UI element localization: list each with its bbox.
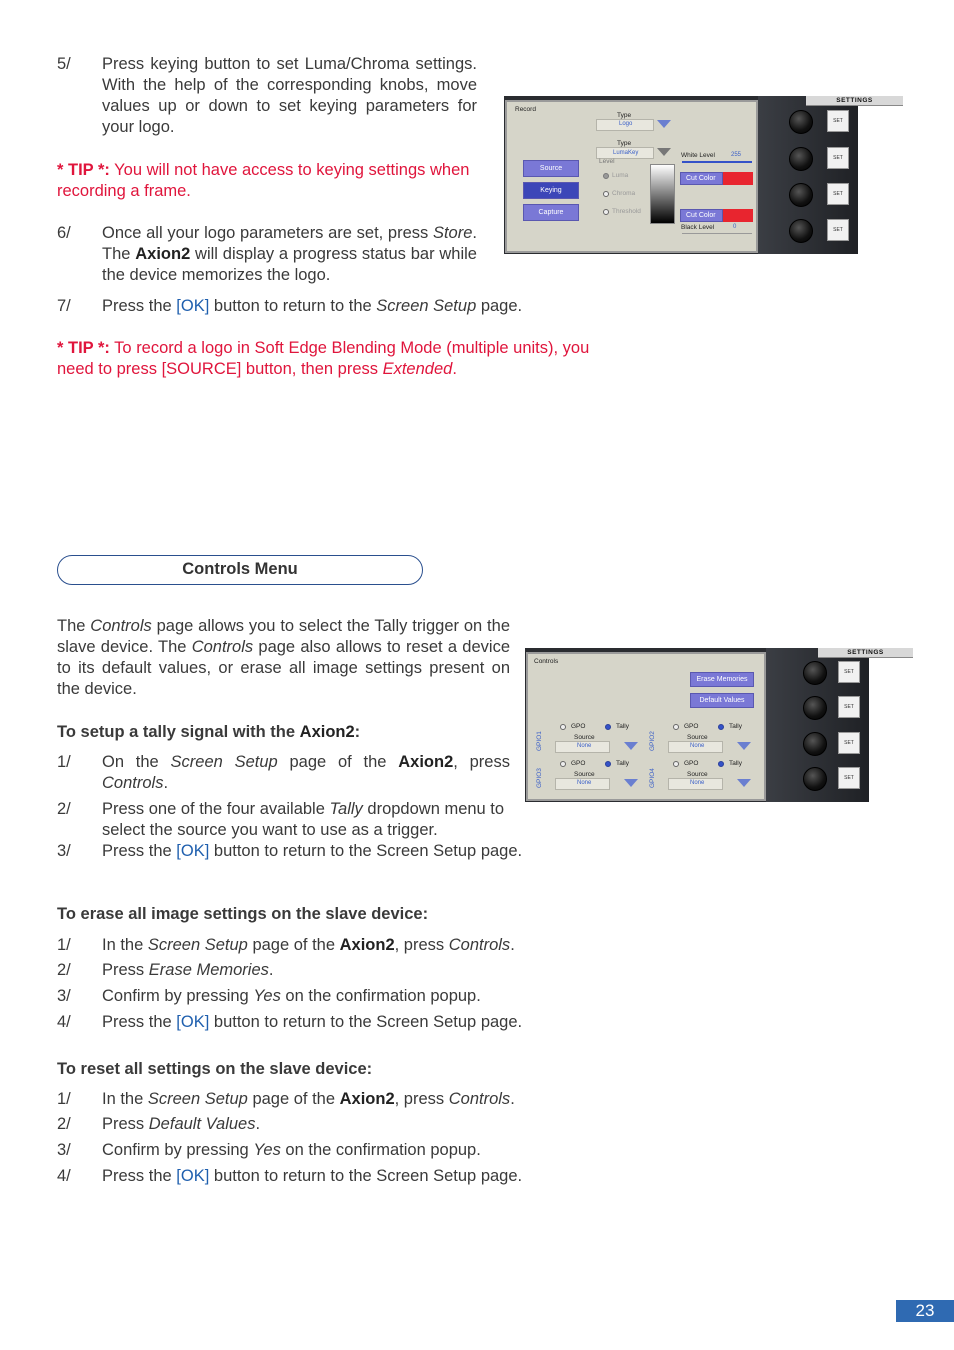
type-label: Type xyxy=(617,140,632,147)
gpio3-label: GPIO3 xyxy=(536,768,543,788)
axion2-term: Axion2 xyxy=(299,723,355,741)
cut-color-button[interactable]: Cut Color xyxy=(680,209,723,222)
set-button-4[interactable]: SET xyxy=(838,767,860,789)
set-button-4[interactable]: SET xyxy=(827,219,849,241)
axion2-term: Axion2 xyxy=(398,753,454,771)
source-label: Source xyxy=(574,734,595,741)
step-number: 2/ xyxy=(57,961,71,979)
step-number: 6/ xyxy=(57,224,71,242)
gpo-label: GPO xyxy=(571,723,586,730)
controls-term: Controls xyxy=(448,1090,511,1108)
black-level-label: Black Level xyxy=(681,224,715,231)
gpio4-label: GPIO4 xyxy=(649,768,656,788)
step-text: Press keying button to set Luma/Chroma settings. With the help of the corresponding knobs, move values up or down to set keying parameters for your logo. xyxy=(102,55,477,136)
type-label: Type xyxy=(617,112,632,119)
tally-heading xyxy=(57,722,360,743)
axion2-term: Axion2 xyxy=(339,936,395,954)
text-run: . xyxy=(268,961,274,979)
text-run: : xyxy=(354,723,361,741)
text-run: Press the xyxy=(102,842,177,860)
gpo-label: GPO xyxy=(571,760,586,767)
set-button-1[interactable]: SET xyxy=(827,110,849,132)
text-run: button to return to the Screen Setup page. xyxy=(209,1013,523,1031)
step-number: 7/ xyxy=(57,297,71,315)
text-run: . xyxy=(510,1090,515,1108)
gpio2-gpo-radio[interactable] xyxy=(673,724,679,730)
step-number: 2/ xyxy=(57,1115,71,1133)
ok-button-ref: [OK] xyxy=(176,1013,210,1031)
dropdown-arrow-icon[interactable] xyxy=(737,742,751,750)
radio-chroma[interactable] xyxy=(603,191,609,197)
tally-step-1 xyxy=(102,752,510,794)
black-level-slider[interactable] xyxy=(682,233,752,234)
gpio3-tally-radio[interactable] xyxy=(605,761,611,767)
default-values-term: Default Values xyxy=(148,1115,256,1133)
capture-button[interactable]: Capture xyxy=(523,204,579,221)
gpio1-tally-radio[interactable] xyxy=(605,724,611,730)
text-run: In the xyxy=(102,1090,148,1108)
step-number: 5/ xyxy=(57,55,71,73)
default-values-button[interactable]: Default Values xyxy=(690,693,754,708)
keying-button[interactable]: Keying xyxy=(523,182,579,199)
text-run: On the xyxy=(102,753,171,771)
source-value: None xyxy=(690,743,705,749)
luma-gradient-preview xyxy=(650,164,675,224)
gpio1-label: GPIO1 xyxy=(536,731,543,751)
reset-step-3 xyxy=(102,1140,572,1161)
controls-intro xyxy=(57,616,510,700)
settings-tab: SETTINGS xyxy=(806,96,903,106)
reset-step-2 xyxy=(102,1114,572,1135)
screen-setup-term: Screen Setup xyxy=(147,936,248,954)
text-run: , press xyxy=(394,936,449,954)
white-level-label: White Level xyxy=(681,152,715,159)
source-button[interactable]: Source xyxy=(523,160,579,177)
black-level-value: 0 xyxy=(733,224,737,230)
yes-term: Yes xyxy=(253,1141,281,1159)
knob-1[interactable] xyxy=(803,661,827,685)
white-level-slider[interactable] xyxy=(682,161,752,163)
tally-label: Tally xyxy=(616,760,630,767)
reset-step-4 xyxy=(102,1166,572,1187)
dropdown-arrow-icon[interactable] xyxy=(657,120,671,128)
text-run: Confirm by pressing xyxy=(102,987,254,1005)
controls-term: Controls xyxy=(90,617,152,635)
set-button-2[interactable]: SET xyxy=(838,696,860,718)
erase-step-3 xyxy=(102,986,572,1007)
tip-soft-edge xyxy=(57,338,597,380)
text-run: button to return to the Screen Setup page. xyxy=(209,1167,523,1185)
text-run: Press the xyxy=(102,1013,177,1031)
text-run: In the xyxy=(102,936,148,954)
gpo-label: GPO xyxy=(684,723,699,730)
screen-setup-term: Screen Setup xyxy=(376,297,477,315)
step-number: 3/ xyxy=(57,1141,71,1159)
tip-label: * TIP *: xyxy=(57,161,110,179)
type-value: Logo xyxy=(619,121,633,127)
controls-panel xyxy=(526,652,766,801)
knob-4[interactable] xyxy=(803,767,827,791)
keytype-value: LumaKey xyxy=(613,150,639,156)
cut-color-swatch xyxy=(723,172,753,185)
radio-chroma-label: Chroma xyxy=(612,190,636,197)
cut-color-button[interactable]: Cut Color xyxy=(680,172,723,185)
axion2-term: Axion2 xyxy=(339,1090,395,1108)
text-run: page also allows to reset a device to its default values, or erase all image settings present on the device. xyxy=(57,638,511,698)
text-run: page of the xyxy=(277,753,399,771)
text-run: , press xyxy=(394,1090,449,1108)
axion2-term: Axion2 xyxy=(135,245,191,263)
gpo-label: GPO xyxy=(684,760,699,767)
reset-heading: To reset all settings on the slave device: xyxy=(57,1060,373,1078)
text-run: button to return to the xyxy=(209,297,377,315)
reset-step-1 xyxy=(102,1089,572,1110)
step-text xyxy=(102,223,477,286)
gpio2-label: GPIO2 xyxy=(649,731,656,751)
panel-title: Record xyxy=(515,106,536,113)
controls-menu-heading: Controls Menu xyxy=(57,555,423,585)
level-label: Level xyxy=(599,158,615,165)
step-number: 1/ xyxy=(57,753,71,771)
erase-memories-button[interactable]: Erase Memories xyxy=(690,672,754,687)
step-number: 1/ xyxy=(57,936,71,954)
gpio3-gpo-radio[interactable] xyxy=(560,761,566,767)
tip-text: You will not have access to keying settings when recording a frame. xyxy=(57,161,470,200)
step-text xyxy=(102,296,562,317)
tally-step-3 xyxy=(102,841,572,862)
text-run: button to return to the Screen Setup page. xyxy=(209,842,523,860)
text-run: dropdown menu to select the source you want to use as a trigger. xyxy=(102,800,505,839)
text-run: on the confirmation popup. xyxy=(280,987,481,1005)
dropdown-arrow-icon[interactable] xyxy=(737,779,751,787)
knob-4[interactable] xyxy=(789,219,813,243)
tally-label: Tally xyxy=(729,760,743,767)
text-run: on the confirmation popup. xyxy=(280,1141,481,1159)
white-level-value: 255 xyxy=(731,152,742,158)
radio-luma[interactable] xyxy=(603,173,609,179)
gpio4-tally-radio[interactable] xyxy=(718,761,724,767)
set-button-3[interactable]: SET xyxy=(827,183,849,205)
controls-term: Controls xyxy=(102,774,164,792)
record-panel xyxy=(505,100,758,253)
erase-step-2 xyxy=(102,960,572,981)
source-value: None xyxy=(690,780,705,786)
radio-threshold[interactable] xyxy=(603,209,609,215)
knob-1[interactable] xyxy=(789,110,813,134)
radio-threshold-label: Threshold xyxy=(612,208,641,215)
text-run: Press one of the four available xyxy=(102,800,330,818)
step-number: 4/ xyxy=(57,1167,71,1185)
knob-2[interactable] xyxy=(803,696,827,720)
source-label: Source xyxy=(687,734,708,741)
text-run: Press the xyxy=(102,297,177,315)
text-run: Press the xyxy=(102,1167,177,1185)
text-run: To setup a tally signal with the xyxy=(57,723,300,741)
tip-text: To record a logo in Soft Edge Blending Mode (multiple units), you need to press [SOURCE] button, then press xyxy=(57,339,590,378)
page-number: 23 xyxy=(896,1300,954,1322)
set-button-2[interactable]: SET xyxy=(827,147,849,169)
text-run: Press xyxy=(102,1115,149,1133)
text-run: , press xyxy=(453,753,510,771)
tip-label: * TIP *: xyxy=(57,339,110,357)
extended-term: Extended xyxy=(382,360,453,378)
record-screen-image xyxy=(504,96,873,254)
gpio2-tally-radio[interactable] xyxy=(718,724,724,730)
dropdown-arrow-icon[interactable] xyxy=(624,742,638,750)
tally-step-2 xyxy=(102,799,514,841)
panel-title: Controls xyxy=(534,658,559,665)
settings-tab: SETTINGS xyxy=(818,648,913,658)
text-run: The xyxy=(57,617,91,635)
text-run: . xyxy=(510,936,515,954)
knob-3[interactable] xyxy=(803,732,827,756)
step-number: 3/ xyxy=(57,842,71,860)
text-run: . xyxy=(452,360,457,378)
knob-2[interactable] xyxy=(789,147,813,171)
controls-screen-image xyxy=(525,648,884,802)
dropdown-arrow-icon[interactable] xyxy=(624,779,638,787)
erase-heading: To erase all image settings on the slave device: xyxy=(57,905,429,923)
dropdown-arrow-icon[interactable] xyxy=(657,148,671,156)
controls-term: Controls xyxy=(191,638,254,656)
step-number: 1/ xyxy=(57,1090,71,1108)
text-run: Press xyxy=(102,961,149,979)
store-term: Store xyxy=(432,224,473,242)
knob-3[interactable] xyxy=(789,183,813,207)
ok-button-ref: [OK] xyxy=(176,1167,210,1185)
tally-term: Tally xyxy=(329,800,363,818)
step-number: 3/ xyxy=(57,987,71,1005)
tally-label: Tally xyxy=(616,723,630,730)
source-value: None xyxy=(577,743,592,749)
step-number: 2/ xyxy=(57,800,71,818)
set-button-1[interactable]: SET xyxy=(838,661,860,683)
set-button-3[interactable]: SET xyxy=(838,732,860,754)
text-run: page allows you to select the Tally trigger on the slave device. The xyxy=(57,617,510,656)
text-run: . xyxy=(163,774,169,792)
ok-button-ref: [OK] xyxy=(176,297,210,315)
source-label: Source xyxy=(687,771,708,778)
tip-keying xyxy=(57,160,477,202)
radio-luma-label: Luma xyxy=(612,172,629,179)
source-value: None xyxy=(577,780,592,786)
controls-term: Controls xyxy=(448,936,511,954)
ok-button-ref: [OK] xyxy=(176,842,210,860)
source-label: Source xyxy=(574,771,595,778)
text-run: will display a progress status bar while the device memorizes the logo. xyxy=(102,245,477,284)
text-run: Once all your logo parameters are set, press xyxy=(102,224,433,242)
erase-step-4 xyxy=(102,1012,572,1033)
text-run: . xyxy=(255,1115,261,1133)
screen-setup-term: Screen Setup xyxy=(170,753,278,771)
text-run: page of the xyxy=(247,1090,340,1108)
text-run: page of the xyxy=(247,936,340,954)
text-run: page. xyxy=(476,297,523,315)
tally-label: Tally xyxy=(729,723,743,730)
gpio4-gpo-radio[interactable] xyxy=(673,761,679,767)
text-run: . The xyxy=(102,224,477,263)
gpio1-gpo-radio[interactable] xyxy=(560,724,566,730)
erase-memories-term: Erase Memories xyxy=(148,961,269,979)
erase-step-1 xyxy=(102,935,572,956)
step-number: 4/ xyxy=(57,1013,71,1031)
text-run: Confirm by pressing xyxy=(102,1141,254,1159)
yes-term: Yes xyxy=(253,987,281,1005)
screen-setup-term: Screen Setup xyxy=(147,1090,248,1108)
cut-color-swatch xyxy=(723,209,753,222)
